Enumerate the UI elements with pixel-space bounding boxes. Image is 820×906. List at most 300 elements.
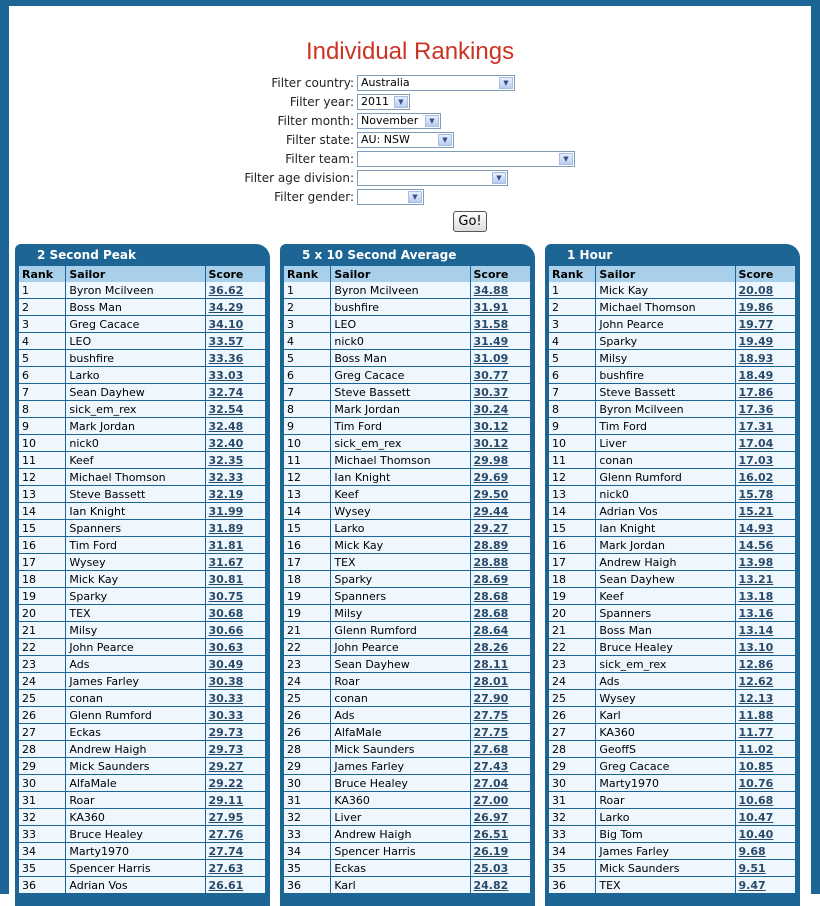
sailor-cell: Byron Mcilveen bbox=[595, 401, 734, 418]
rank-cell: 2 bbox=[19, 299, 65, 316]
score-link[interactable]: 32.35 bbox=[205, 452, 266, 469]
score-link[interactable]: 27.76 bbox=[205, 826, 266, 843]
sailor-cell: John Pearce bbox=[595, 316, 734, 333]
chevron-down-icon[interactable]: ▼ bbox=[499, 77, 513, 89]
sailor-cell: TEX bbox=[595, 877, 734, 894]
rank-cell: 33 bbox=[19, 826, 65, 843]
sailor-cell: Glenn Rumford bbox=[65, 707, 204, 724]
sailor-cell: KA360 bbox=[330, 792, 469, 809]
score-link[interactable]: 31.67 bbox=[205, 554, 266, 571]
sailor-cell: Mark Jordan bbox=[330, 401, 469, 418]
table-row bbox=[19, 673, 265, 690]
rank-cell: 23 bbox=[19, 656, 65, 673]
panel-body bbox=[545, 266, 800, 906]
score-link[interactable]: 28.69 bbox=[470, 571, 531, 588]
score-link[interactable]: 27.63 bbox=[205, 860, 266, 877]
score-link[interactable]: 9.47 bbox=[735, 877, 796, 894]
score-link[interactable]: 12.62 bbox=[735, 673, 796, 690]
sailor-cell: James Farley bbox=[330, 758, 469, 775]
table-row bbox=[19, 860, 265, 877]
sailor-cell: James Farley bbox=[595, 843, 734, 860]
score-link[interactable]: 26.19 bbox=[470, 843, 531, 860]
score-link[interactable]: 10.68 bbox=[735, 792, 796, 809]
rank-cell: 28 bbox=[19, 741, 65, 758]
filter-team-label: Filter team: bbox=[285, 152, 354, 166]
score-link[interactable]: 13.98 bbox=[735, 554, 796, 571]
sailor-cell: Keef bbox=[65, 452, 204, 469]
sailor-cell: Byron Mcilveen bbox=[330, 282, 469, 299]
table-row bbox=[549, 554, 795, 571]
sailor-cell: Big Tom bbox=[595, 826, 734, 843]
rank-cell: 2 bbox=[549, 299, 595, 316]
score-link[interactable]: 16.02 bbox=[735, 469, 796, 486]
rank-cell: 34 bbox=[19, 843, 65, 860]
table-row bbox=[549, 639, 795, 656]
table-row bbox=[284, 367, 530, 384]
sailor-cell: Andrew Haigh bbox=[330, 826, 469, 843]
score-link[interactable]: 30.33 bbox=[205, 690, 266, 707]
score-link[interactable]: 30.68 bbox=[205, 605, 266, 622]
rank-cell: 18 bbox=[284, 571, 330, 588]
filter-state-label: Filter state: bbox=[286, 133, 354, 147]
score-link[interactable]: 34.88 bbox=[470, 282, 531, 299]
sailor-cell: Andrew Haigh bbox=[65, 741, 204, 758]
table-header-row bbox=[19, 266, 265, 282]
table-row bbox=[19, 741, 265, 758]
score-link[interactable]: 17.04 bbox=[735, 435, 796, 452]
sailor-cell: bushfire bbox=[65, 350, 204, 367]
score-link[interactable]: 29.69 bbox=[470, 469, 531, 486]
table-header-row bbox=[549, 266, 795, 282]
score-link[interactable]: 12.86 bbox=[735, 656, 796, 673]
score-link[interactable]: 31.89 bbox=[205, 520, 266, 537]
score-link[interactable]: 11.77 bbox=[735, 724, 796, 741]
score-link[interactable]: 13.10 bbox=[735, 639, 796, 656]
score-link[interactable]: 28.01 bbox=[470, 673, 531, 690]
score-link[interactable]: 30.12 bbox=[470, 418, 531, 435]
score-link[interactable]: 27.43 bbox=[470, 758, 531, 775]
table-row bbox=[284, 537, 530, 554]
table-row bbox=[19, 333, 265, 350]
score-link[interactable]: 31.81 bbox=[205, 537, 266, 554]
score-link[interactable]: 36.62 bbox=[205, 282, 266, 299]
score-link[interactable]: 26.61 bbox=[205, 877, 266, 894]
chevron-down-icon[interactable]: ▼ bbox=[559, 153, 573, 165]
score-link[interactable]: 10.47 bbox=[735, 809, 796, 826]
table-row bbox=[284, 622, 530, 639]
table-row bbox=[549, 401, 795, 418]
filter-country-label: Filter country: bbox=[271, 76, 354, 90]
score-link[interactable]: 26.51 bbox=[470, 826, 531, 843]
table-row bbox=[19, 690, 265, 707]
score-link[interactable]: 33.57 bbox=[205, 333, 266, 350]
score-link[interactable]: 32.74 bbox=[205, 384, 266, 401]
rank-cell: 36 bbox=[284, 877, 330, 894]
sailor-cell: AlfaMale bbox=[65, 775, 204, 792]
score-link[interactable]: 29.11 bbox=[205, 792, 266, 809]
sailor-cell: Adrian Vos bbox=[65, 877, 204, 894]
table-row bbox=[284, 299, 530, 316]
score-link[interactable]: 29.73 bbox=[205, 724, 266, 741]
score-link[interactable]: 27.04 bbox=[470, 775, 531, 792]
rank-cell: 24 bbox=[284, 673, 330, 690]
score-link[interactable]: 28.68 bbox=[470, 588, 531, 605]
rank-cell: 6 bbox=[19, 367, 65, 384]
filter-age-division-label: Filter age division: bbox=[244, 171, 354, 185]
rank-cell: 34 bbox=[549, 843, 595, 860]
score-link[interactable]: 27.90 bbox=[470, 690, 531, 707]
score-link[interactable]: 32.33 bbox=[205, 469, 266, 486]
panel-body bbox=[280, 266, 535, 906]
score-link[interactable]: 30.49 bbox=[205, 656, 266, 673]
score-link[interactable]: 30.38 bbox=[205, 673, 266, 690]
table-row bbox=[19, 384, 265, 401]
sailor-cell: Mick Kay bbox=[330, 537, 469, 554]
table-row bbox=[19, 503, 265, 520]
score-link[interactable]: 30.33 bbox=[205, 707, 266, 724]
table-row bbox=[549, 282, 795, 299]
table-row bbox=[19, 809, 265, 826]
chevron-down-icon[interactable]: ▼ bbox=[492, 172, 506, 184]
sailor-cell: Byron Mcilveen bbox=[65, 282, 204, 299]
sailor-cell: Tim Ford bbox=[595, 418, 734, 435]
score-link[interactable]: 30.63 bbox=[205, 639, 266, 656]
table-row bbox=[19, 520, 265, 537]
score-link[interactable]: 17.03 bbox=[735, 452, 796, 469]
sailor-cell: Mark Jordan bbox=[595, 537, 734, 554]
rank-cell: 35 bbox=[284, 860, 330, 877]
score-link[interactable]: 20.08 bbox=[735, 282, 796, 299]
sailor-cell: Spanners bbox=[65, 520, 204, 537]
rank-cell: 36 bbox=[549, 877, 595, 894]
chevron-down-icon[interactable]: ▼ bbox=[425, 115, 439, 127]
rank-cell: 9 bbox=[19, 418, 65, 435]
rank-cell: 32 bbox=[549, 809, 595, 826]
table-row bbox=[19, 469, 265, 486]
sailor-cell: Sean Dayhew bbox=[330, 656, 469, 673]
score-link[interactable]: 10.40 bbox=[735, 826, 796, 843]
rank-cell: 29 bbox=[19, 758, 65, 775]
score-link[interactable]: 25.03 bbox=[470, 860, 531, 877]
rank-cell: 18 bbox=[19, 571, 65, 588]
ranking-table bbox=[284, 266, 530, 894]
sailor-cell: Tim Ford bbox=[330, 418, 469, 435]
go-button[interactable]: Go! bbox=[453, 211, 487, 232]
score-link[interactable]: 15.21 bbox=[735, 503, 796, 520]
chevron-down-icon[interactable]: ▼ bbox=[408, 191, 422, 203]
sailor-cell: Spencer Harris bbox=[330, 843, 469, 860]
score-link[interactable]: 34.10 bbox=[205, 316, 266, 333]
table-row bbox=[284, 333, 530, 350]
table-row bbox=[284, 877, 530, 894]
rank-cell: 25 bbox=[284, 690, 330, 707]
score-link[interactable]: 27.75 bbox=[470, 707, 531, 724]
score-link[interactable]: 29.50 bbox=[470, 486, 531, 503]
score-link[interactable]: 28.68 bbox=[470, 605, 531, 622]
rank-cell: 12 bbox=[19, 469, 65, 486]
score-link[interactable]: 30.81 bbox=[205, 571, 266, 588]
table-row bbox=[284, 520, 530, 537]
rank-cell: 27 bbox=[549, 724, 595, 741]
column-header-rank: Rank bbox=[549, 266, 595, 282]
rank-cell: 22 bbox=[284, 639, 330, 656]
score-link[interactable]: 13.18 bbox=[735, 588, 796, 605]
score-link[interactable]: 28.64 bbox=[470, 622, 531, 639]
table-row bbox=[284, 588, 530, 605]
rank-cell: 10 bbox=[19, 435, 65, 452]
rank-cell: 25 bbox=[19, 690, 65, 707]
score-link[interactable]: 29.44 bbox=[470, 503, 531, 520]
filter-team-select[interactable] bbox=[357, 151, 575, 167]
filter-state-value: AU: NSW bbox=[361, 133, 410, 146]
table-row bbox=[19, 571, 265, 588]
chevron-down-icon[interactable]: ▼ bbox=[394, 96, 408, 108]
score-link[interactable]: 12.13 bbox=[735, 690, 796, 707]
sailor-cell: Larko bbox=[330, 520, 469, 537]
table-row bbox=[284, 707, 530, 724]
score-link[interactable]: 27.95 bbox=[205, 809, 266, 826]
table-row bbox=[19, 367, 265, 384]
score-link[interactable]: 32.40 bbox=[205, 435, 266, 452]
sailor-cell: KA360 bbox=[65, 809, 204, 826]
filter-gender-select[interactable] bbox=[357, 189, 424, 205]
score-link[interactable]: 30.66 bbox=[205, 622, 266, 639]
filter-month-label: Filter month: bbox=[277, 114, 354, 128]
rank-cell: 16 bbox=[284, 537, 330, 554]
sailor-cell: Bruce Healey bbox=[65, 826, 204, 843]
filter-month-value: November bbox=[361, 114, 419, 127]
sailor-cell: Michael Thomson bbox=[330, 452, 469, 469]
rank-cell: 24 bbox=[19, 673, 65, 690]
table-row bbox=[284, 809, 530, 826]
sailor-cell: Marty1970 bbox=[595, 775, 734, 792]
sailor-cell: Sparky bbox=[65, 588, 204, 605]
score-link[interactable]: 28.26 bbox=[470, 639, 531, 656]
table-row bbox=[549, 860, 795, 877]
sailor-cell: sick_em_rex bbox=[595, 656, 734, 673]
filter-year-select[interactable] bbox=[357, 94, 410, 110]
score-link[interactable]: 30.37 bbox=[470, 384, 531, 401]
score-link[interactable]: 27.74 bbox=[205, 843, 266, 860]
sailor-cell: GeoffS bbox=[595, 741, 734, 758]
score-link[interactable]: 33.36 bbox=[205, 350, 266, 367]
sailor-cell: Glenn Rumford bbox=[330, 622, 469, 639]
sailor-cell: Michael Thomson bbox=[595, 299, 734, 316]
score-link[interactable]: 30.24 bbox=[470, 401, 531, 418]
filter-country-select[interactable] bbox=[357, 75, 515, 91]
score-link[interactable]: 32.54 bbox=[205, 401, 266, 418]
score-link[interactable]: 32.19 bbox=[205, 486, 266, 503]
rank-cell: 5 bbox=[19, 350, 65, 367]
rank-cell: 28 bbox=[549, 741, 595, 758]
table-row bbox=[19, 622, 265, 639]
rank-cell: 11 bbox=[19, 452, 65, 469]
sailor-cell: Michael Thomson bbox=[65, 469, 204, 486]
table-row bbox=[549, 724, 795, 741]
score-link[interactable]: 27.75 bbox=[470, 724, 531, 741]
score-link[interactable]: 34.29 bbox=[205, 299, 266, 316]
score-link[interactable]: 11.88 bbox=[735, 707, 796, 724]
table-row bbox=[284, 418, 530, 435]
table-row bbox=[284, 401, 530, 418]
score-link[interactable]: 31.91 bbox=[470, 299, 531, 316]
table-row bbox=[549, 503, 795, 520]
score-link[interactable]: 31.49 bbox=[470, 333, 531, 350]
filter-month-select[interactable] bbox=[357, 113, 441, 129]
filter-age-division-select[interactable] bbox=[357, 170, 508, 186]
score-link[interactable]: 19.86 bbox=[735, 299, 796, 316]
score-link[interactable]: 31.09 bbox=[470, 350, 531, 367]
rank-cell: 20 bbox=[19, 605, 65, 622]
rank-cell: 2 bbox=[284, 299, 330, 316]
table-row bbox=[549, 435, 795, 452]
table-row bbox=[19, 724, 265, 741]
sailor-cell: Roar bbox=[330, 673, 469, 690]
score-link[interactable]: 15.78 bbox=[735, 486, 796, 503]
score-link[interactable]: 31.99 bbox=[205, 503, 266, 520]
sailor-cell: conan bbox=[595, 452, 734, 469]
table-row bbox=[284, 843, 530, 860]
score-link[interactable]: 28.89 bbox=[470, 537, 531, 554]
table-row bbox=[549, 350, 795, 367]
table-row bbox=[284, 486, 530, 503]
rank-cell: 7 bbox=[284, 384, 330, 401]
score-link[interactable]: 27.00 bbox=[470, 792, 531, 809]
score-link[interactable]: 30.12 bbox=[470, 435, 531, 452]
table-row bbox=[284, 826, 530, 843]
sailor-cell: Ian Knight bbox=[330, 469, 469, 486]
table-row bbox=[19, 707, 265, 724]
score-link[interactable]: 17.36 bbox=[735, 401, 796, 418]
rank-cell: 29 bbox=[549, 758, 595, 775]
score-link[interactable]: 29.22 bbox=[205, 775, 266, 792]
rank-cell: 19 bbox=[284, 588, 330, 605]
rank-cell: 17 bbox=[284, 554, 330, 571]
score-link[interactable]: 31.58 bbox=[470, 316, 531, 333]
rank-cell: 29 bbox=[284, 758, 330, 775]
sailor-cell: Greg Cacace bbox=[330, 367, 469, 384]
chevron-down-icon[interactable]: ▼ bbox=[438, 134, 452, 146]
score-link[interactable]: 17.31 bbox=[735, 418, 796, 435]
rank-cell: 1 bbox=[284, 282, 330, 299]
rank-cell: 26 bbox=[284, 707, 330, 724]
table-row bbox=[19, 758, 265, 775]
score-link[interactable]: 18.49 bbox=[735, 367, 796, 384]
rank-cell: 33 bbox=[549, 826, 595, 843]
score-link[interactable]: 13.21 bbox=[735, 571, 796, 588]
sailor-cell: TEX bbox=[330, 554, 469, 571]
table-row bbox=[19, 299, 265, 316]
score-link[interactable]: 19.77 bbox=[735, 316, 796, 333]
rank-cell: 31 bbox=[284, 792, 330, 809]
rank-cell: 28 bbox=[284, 741, 330, 758]
sailor-cell: Ads bbox=[595, 673, 734, 690]
score-link[interactable]: 18.93 bbox=[735, 350, 796, 367]
score-link[interactable]: 13.16 bbox=[735, 605, 796, 622]
score-link[interactable]: 26.97 bbox=[470, 809, 531, 826]
table-row bbox=[284, 639, 530, 656]
score-link[interactable]: 28.88 bbox=[470, 554, 531, 571]
score-link[interactable]: 30.77 bbox=[470, 367, 531, 384]
table-row bbox=[19, 639, 265, 656]
score-link[interactable]: 14.93 bbox=[735, 520, 796, 537]
score-link[interactable]: 11.02 bbox=[735, 741, 796, 758]
table-row bbox=[549, 452, 795, 469]
table-row bbox=[284, 350, 530, 367]
panel-1-hour bbox=[545, 244, 800, 904]
rank-cell: 14 bbox=[19, 503, 65, 520]
score-link[interactable]: 33.03 bbox=[205, 367, 266, 384]
score-link[interactable]: 30.75 bbox=[205, 588, 266, 605]
sailor-cell: Marty1970 bbox=[65, 843, 204, 860]
rank-cell: 22 bbox=[549, 639, 595, 656]
rank-cell: 3 bbox=[19, 316, 65, 333]
table-row bbox=[19, 775, 265, 792]
rank-cell: 13 bbox=[284, 486, 330, 503]
table-row bbox=[549, 656, 795, 673]
score-link[interactable]: 13.14 bbox=[735, 622, 796, 639]
rank-cell: 7 bbox=[549, 384, 595, 401]
score-link[interactable]: 32.48 bbox=[205, 418, 266, 435]
rank-cell: 3 bbox=[549, 316, 595, 333]
sailor-cell: Glenn Rumford bbox=[595, 469, 734, 486]
rank-cell: 30 bbox=[19, 775, 65, 792]
score-link[interactable]: 29.98 bbox=[470, 452, 531, 469]
rank-cell: 14 bbox=[284, 503, 330, 520]
rank-cell: 6 bbox=[549, 367, 595, 384]
score-link[interactable]: 9.68 bbox=[735, 843, 796, 860]
rank-cell: 9 bbox=[284, 418, 330, 435]
rank-cell: 18 bbox=[549, 571, 595, 588]
score-link[interactable]: 27.68 bbox=[470, 741, 531, 758]
score-link[interactable]: 19.49 bbox=[735, 333, 796, 350]
score-link[interactable]: 29.73 bbox=[205, 741, 266, 758]
table-row bbox=[284, 656, 530, 673]
score-link[interactable]: 10.76 bbox=[735, 775, 796, 792]
sailor-cell: Mick Kay bbox=[595, 282, 734, 299]
sailor-cell: Milsy bbox=[330, 605, 469, 622]
filter-state-select[interactable] bbox=[357, 132, 454, 148]
score-link[interactable]: 24.82 bbox=[470, 877, 531, 894]
sailor-cell: Milsy bbox=[595, 350, 734, 367]
rank-cell: 17 bbox=[19, 554, 65, 571]
rank-cell: 8 bbox=[284, 401, 330, 418]
table-row bbox=[549, 673, 795, 690]
sailor-cell: Sean Dayhew bbox=[65, 384, 204, 401]
score-link[interactable]: 14.56 bbox=[735, 537, 796, 554]
rank-cell: 11 bbox=[549, 452, 595, 469]
sailor-cell: Karl bbox=[330, 877, 469, 894]
ranking-table bbox=[549, 266, 795, 894]
score-link[interactable]: 28.11 bbox=[470, 656, 531, 673]
table-row bbox=[549, 571, 795, 588]
score-link[interactable]: 29.27 bbox=[470, 520, 531, 537]
sailor-cell: KA360 bbox=[595, 724, 734, 741]
column-header-sailor: Sailor bbox=[330, 266, 469, 282]
sailor-cell: John Pearce bbox=[65, 639, 204, 656]
rank-cell: 31 bbox=[549, 792, 595, 809]
sailor-cell: sick_em_rex bbox=[65, 401, 204, 418]
rank-cell: 15 bbox=[19, 520, 65, 537]
sailor-cell: TEX bbox=[65, 605, 204, 622]
sailor-cell: Bruce Healey bbox=[330, 775, 469, 792]
score-link[interactable]: 10.85 bbox=[735, 758, 796, 775]
score-link[interactable]: 9.51 bbox=[735, 860, 796, 877]
rank-cell: 1 bbox=[549, 282, 595, 299]
rank-cell: 30 bbox=[549, 775, 595, 792]
score-link[interactable]: 17.86 bbox=[735, 384, 796, 401]
score-link[interactable]: 29.27 bbox=[205, 758, 266, 775]
